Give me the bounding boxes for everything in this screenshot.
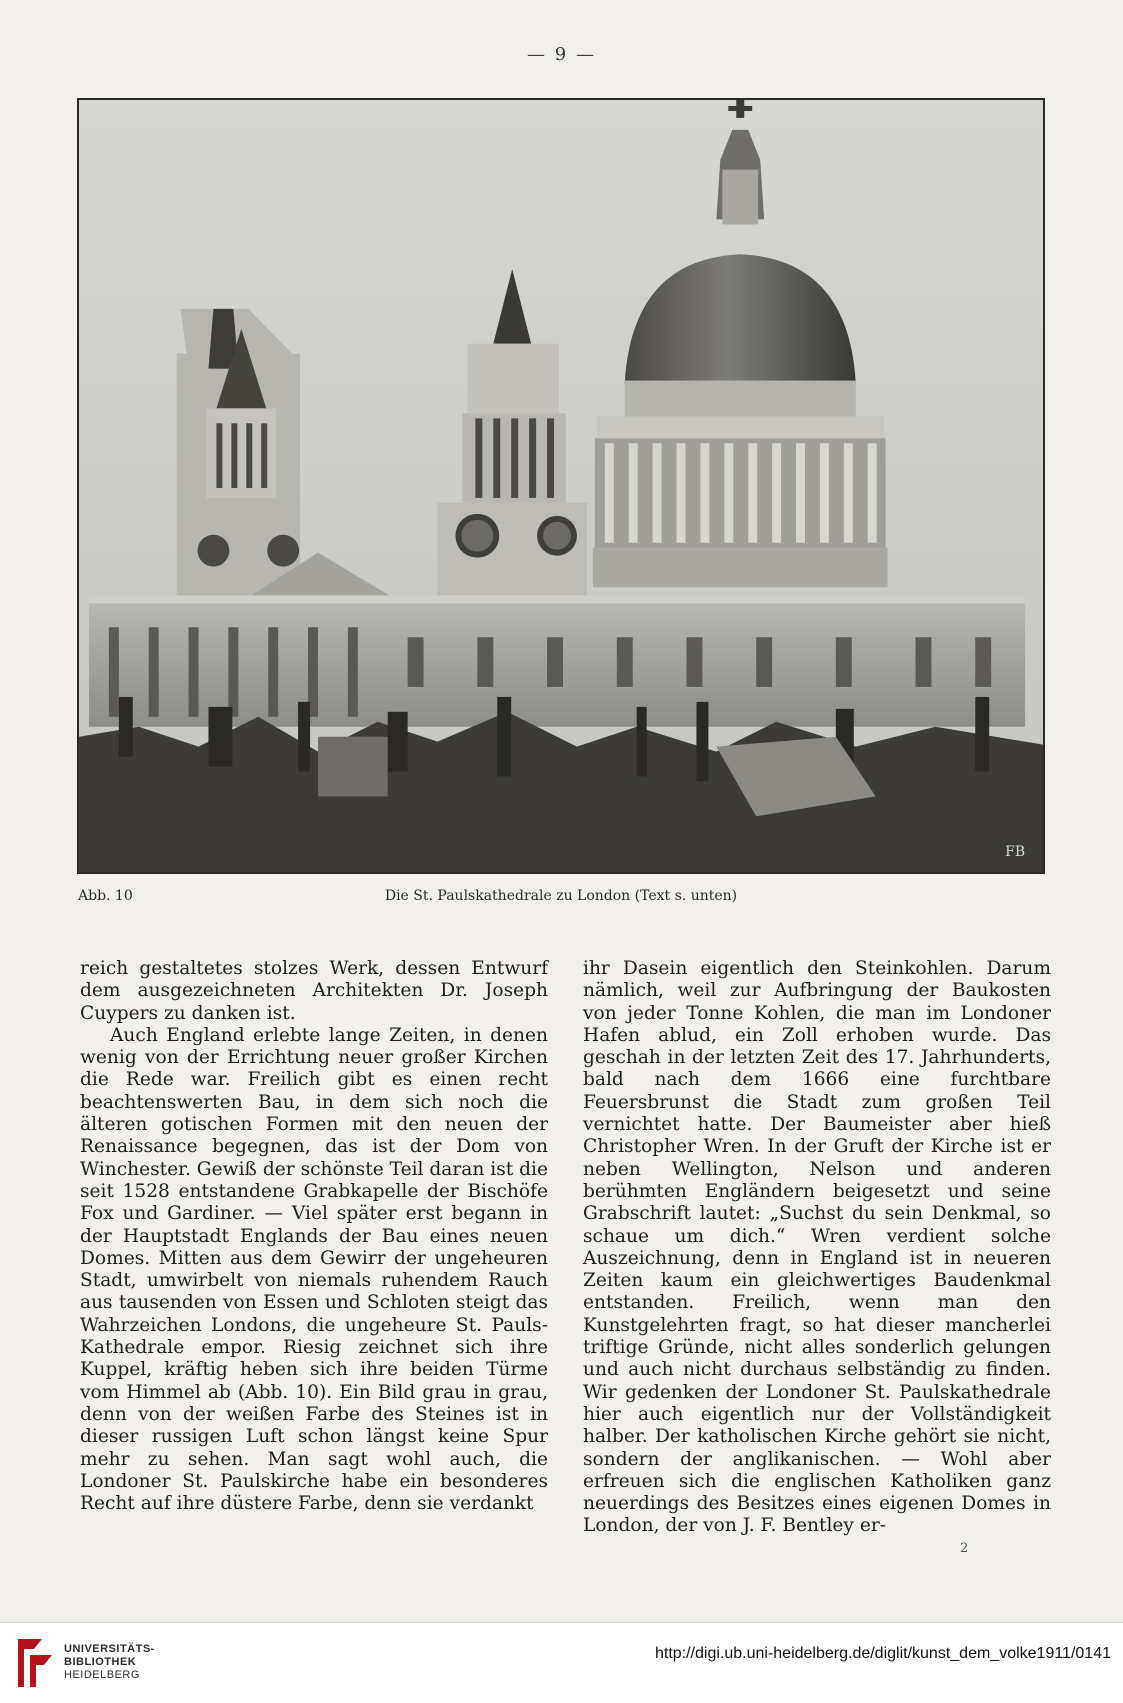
text-column-left [80,958,548,1515]
paragraph: Auch England erlebte lange Zeiten, in denen wenig von der Errichtung neuer großer Kirchen die Rede war. Freilich gibt es einen recht beachtenswerten Bau, in dem sich noch die älteren gotischen Formen mit den neuen der Renaissance begegnen, das ist der Dom von Winchester. Gewiß der schönste Teil daran ist die seit 1528 entstandene Grabkapelle der Bischöfe Fox und Gardiner. — Viel später erst begann in der Hauptstadt Englands der Bau eines neuen Domes. Mitten aus dem Gewirr der ungeheuren Stadt, umwirbelt von niemals ruhendem Rauch aus tausenden von Essen und Schloten steigt das Wahrzeichen Londons, die ungeheure St. Pauls-Kathedrale empor. Riesig zeichnet sich ihre Kuppel, kräftig heben sich ihre beiden Türme vom Himmel ab (Abb. 10). Ein Bild grau in grau, denn von der weißen Farbe des Steines ist in dieser russigen Luft schon längst keine Spur mehr zu sehen. Man sagt wohl auch, die Londoner St. Paulskirche habe ein besonderes Recht auf ihre düstere Farbe, denn sie verdankt [80,1024,548,1515]
figure-title: Die St. Paulskathedrale zu London (Text s. unten) [384,888,738,904]
figure-caption [78,888,1044,910]
library-name [64,1643,155,1682]
sheet-signature-mark: 2 [960,1541,969,1556]
digitization-footer [0,1622,1123,1703]
permalink-url[interactable]: http://digi.ub.uni-heidelberg.de/diglit/kunst_dem_volke1911/0141 [654,1645,1111,1662]
library-name-line: BIBLIOTHEK [64,1656,137,1668]
cathedral-photograph [77,98,1045,874]
text-column-right [583,958,1051,1538]
page-number: — 9 — [527,44,596,65]
photo-monogram: FB [1005,844,1026,861]
st-pauls-illustration [79,100,1043,872]
paragraph: reich gestaltetes stolzes Werk, dessen Entwurf dem ausgezeichneten Architekten Dr. Joseph Cuypers zu danken ist. [80,958,548,1024]
paragraph: ihr Dasein eigentlich den Steinkohlen. Darum nämlich, weil zur Aufbringung der Baukosten von jeder Tonne Kohlen, die man im Londoner Hafen ablud, ein Zoll erhoben wurde. Das geschah in der letzten Zeit des 17. Jahrhunderts, bald nach dem 1666 eine furchtbare Feuersbrunst die Stadt zum großen Teil vernichtet hatte. Der Baumeister aber hieß Christopher Wren. In der Gruft der Kirche ist er neben Wellington, Nelson und anderen berühmten Engländern beigesetzt und seine Grabschrift lautet: „Suchst du sein Denkmal, so schaue um dich.“ Wren verdient solche Auszeichnung, denn in England ist in neueren Zeiten kaum ein gleichwertiges Baudenkmal entstanden. Freilich, wenn man den Kunstgelehrten fragt, so hat dieser mancherlei triftige Gründe, nicht alles sonderlich gelungen und auch nicht durchaus selbständig zu finden. Wir gedenken der Londoner St. Paulskathedrale hier auch eigentlich nur der Vollständigkeit halber. Der katholischen Kirche gehört sie nicht, sondern der anglikanischen. — Wohl aber erfreuen sich die englischen Katholiken ganz neuerdings des Besitzes eines eigenen Domes in London, der von J. F. Bentley er- [583,958,1051,1537]
library-name-line: HEIDELBERG [64,1669,140,1681]
library-logo-icon [12,1633,58,1693]
library-name-line: UNIVERSITÄTS- [64,1643,155,1655]
figure-label: Abb. 10 [78,888,133,904]
